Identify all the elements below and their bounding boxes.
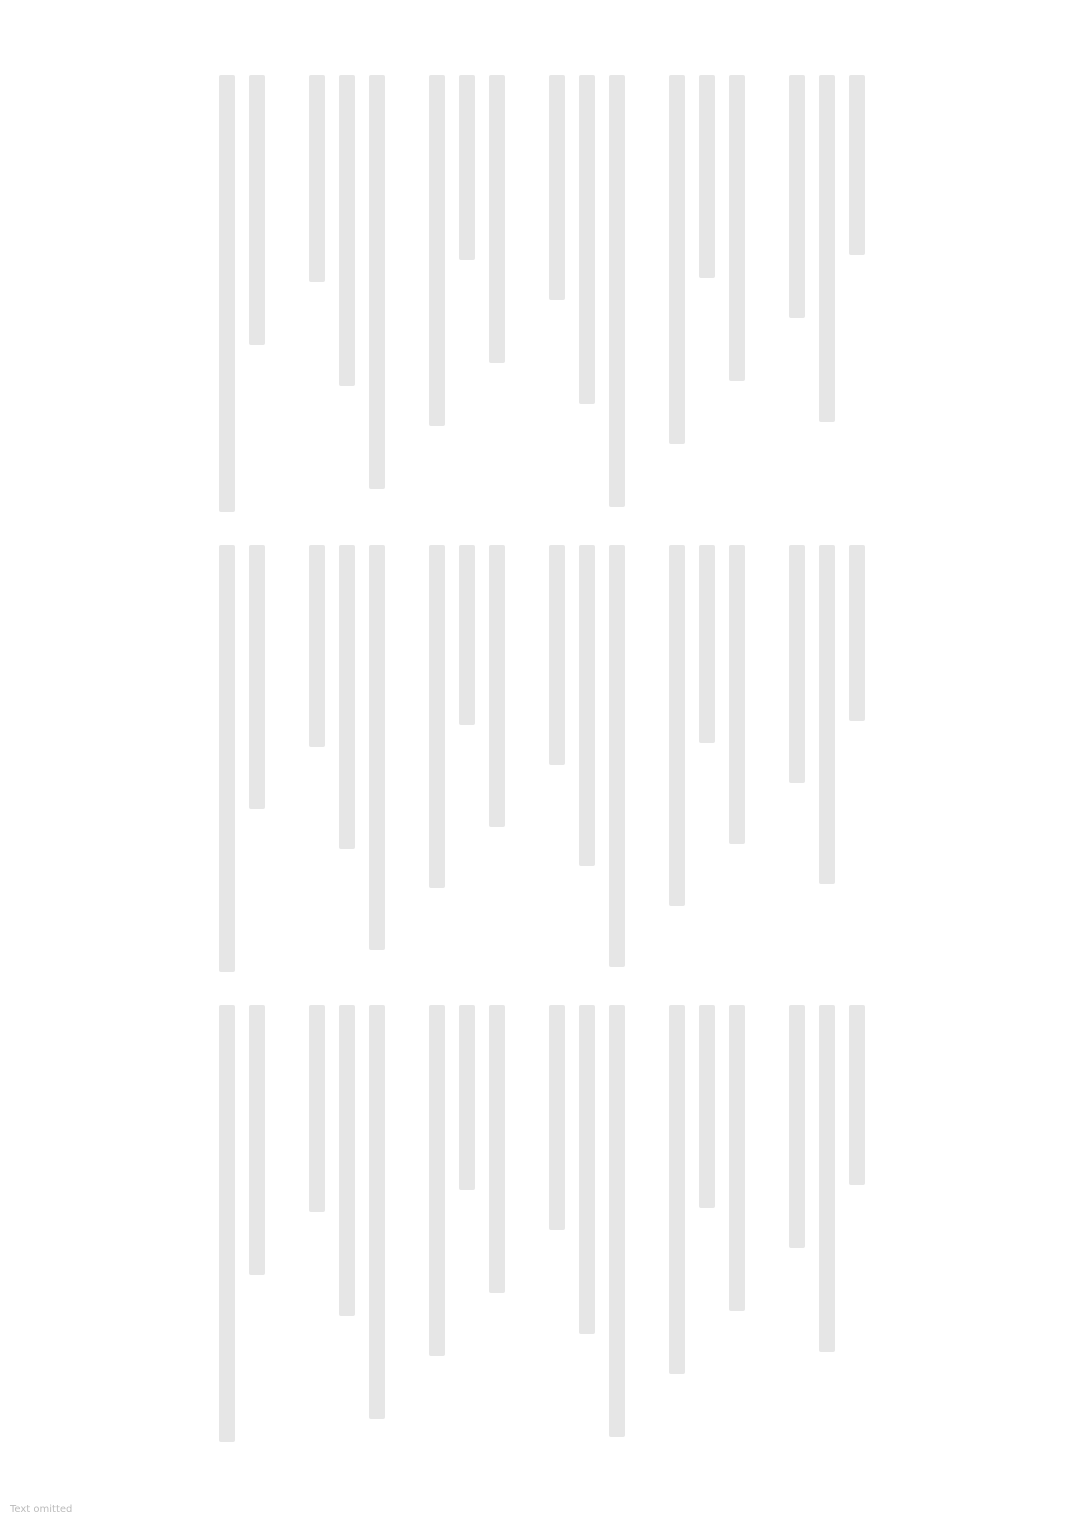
text-column-placeholder (219, 545, 235, 972)
text-column-placeholder (249, 545, 265, 809)
text-column-placeholder (699, 75, 715, 278)
middle-text-columns (95, 545, 865, 985)
text-column-placeholder (219, 75, 235, 512)
text-column-placeholder (369, 1005, 385, 1419)
text-column-placeholder (849, 545, 865, 721)
text-column-placeholder (819, 545, 835, 884)
text-column-placeholder (459, 1005, 475, 1190)
text-column-placeholder (729, 545, 745, 844)
text-column-placeholder (219, 1005, 235, 1442)
text-column-placeholder (459, 545, 475, 725)
text-column-placeholder (849, 75, 865, 255)
text-column-placeholder (489, 545, 505, 827)
text-column-placeholder (609, 545, 625, 967)
text-column-placeholder (429, 1005, 445, 1356)
text-column-placeholder (669, 545, 685, 906)
lower-text-columns (95, 1005, 865, 1455)
text-column-placeholder (699, 1005, 715, 1208)
text-column-placeholder (549, 75, 565, 300)
text-column-placeholder (429, 75, 445, 426)
text-column-placeholder (819, 75, 835, 422)
text-column-placeholder (369, 75, 385, 489)
text-column-placeholder (249, 75, 265, 345)
text-column-placeholder (309, 1005, 325, 1212)
text-column-placeholder (729, 1005, 745, 1311)
text-column-placeholder (339, 75, 355, 386)
text-column-placeholder (579, 1005, 595, 1334)
text-column-placeholder (339, 545, 355, 849)
text-column-placeholder (609, 1005, 625, 1437)
text-column-placeholder (789, 545, 805, 783)
text-column-placeholder (849, 1005, 865, 1185)
text-column-placeholder (309, 75, 325, 282)
text-column-placeholder (699, 545, 715, 743)
text-column-placeholder (609, 75, 625, 507)
omitted-note: Text omitted (10, 1504, 73, 1515)
text-column-placeholder (579, 75, 595, 404)
text-column-placeholder (309, 545, 325, 747)
text-column-placeholder (789, 75, 805, 318)
text-column-placeholder (669, 75, 685, 444)
text-column-placeholder (339, 1005, 355, 1316)
upper-text-columns (95, 75, 865, 525)
text-column-placeholder (369, 545, 385, 950)
text-column-placeholder (489, 75, 505, 363)
text-column-placeholder (579, 545, 595, 866)
text-column-placeholder (819, 1005, 835, 1352)
text-column-placeholder (729, 75, 745, 381)
text-column-placeholder (549, 545, 565, 765)
text-column-placeholder (429, 545, 445, 888)
text-column-placeholder (489, 1005, 505, 1293)
text-column-placeholder (669, 1005, 685, 1374)
text-column-placeholder (789, 1005, 805, 1248)
text-column-placeholder (249, 1005, 265, 1275)
text-column-placeholder (549, 1005, 565, 1230)
text-column-placeholder (459, 75, 475, 260)
